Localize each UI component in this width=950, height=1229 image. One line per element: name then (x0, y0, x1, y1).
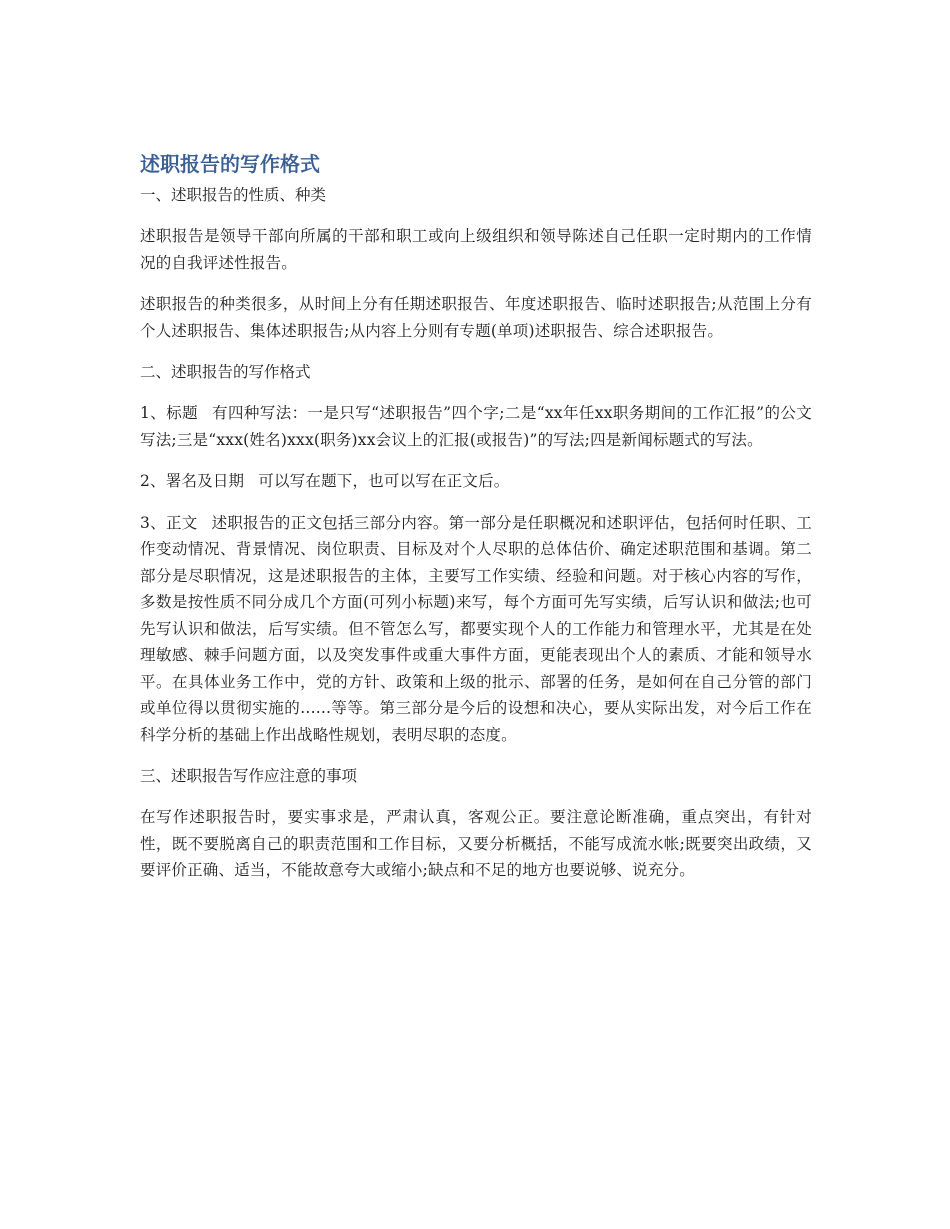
section-heading-3: 三、述职报告写作应注意的事项 (140, 767, 358, 785)
item-term: 2、署名及日期 (140, 472, 245, 490)
section-heading-1: 一、述职报告的性质、种类 (140, 186, 327, 204)
item-signature-date (140, 468, 812, 495)
item-term: 3、正文 (140, 513, 198, 532)
paragraph-notes: 在写作述职报告时，要实事求是，严肃认真，客观公正。要注意论断准确，重点突出，有针对性，既不要脱离自己的职责范围和工作目标，又要分析概括，不能写成流水帐;既要突出政绩，又要评价正确、适当，不能故意夸大或缩小;缺点和不足的地方也要说够、说充分。 (140, 808, 812, 879)
section-heading-2: 二、述职报告的写作格式 (140, 363, 311, 381)
item-body-text (140, 510, 812, 749)
item-text: 述职报告的正文包括三部分内容。第一部分是任职概况和述职评估，包括何时任职、工作变动情况、背景情况、岗位职责、目标及对个人尽职的总体估价、确定述职范围和基调。第二部分是尽职情况，这是述职报告的主体，主要写工作实绩、经验和问题。对于核心内容的写作，多数是按性质不同分成几个方面(可列小标题)来写，每个方面可先写实绩，后写认识和做法;也可先写认识和做法，后写实绩。但不管怎么写，都要实现个人的工作能力和管理水平，尤其是在处理敏感、棘手问题方面，以及突发事件或重大事件方面，更能表现出个人的素质、才能和领导水平。在具体业务工作中，党的方针、政策和上级的批示、部署的任务，是如何在自己分管的部门或单位得以贯彻实施的......等等。第三部分是今后的设想和决心，要从实际出发，对今后工作在科学分析的基础上作出战略性规划，表明尽职的态度。 (140, 513, 812, 744)
item-text: 有四种写法：一是只写“述职报告”四个字;二是“xx年任xx职务期间的工作汇报”的公文写法;三是“xxx(姓名)xxx(职务)xx会议上的汇报(或报告)”的写法;四是新闻标题式的写法。 (140, 404, 812, 449)
item-text: 可以写在题下，也可以写在正文后。 (258, 472, 510, 490)
paragraph-types: 述职报告的种类很多，从时间上分有任期述职报告、年度述职报告、临时述职报告;从范围上分有个人述职报告、集体述职报告;从内容上分则有专题(单项)述职报告、综合述职报告。 (140, 295, 812, 340)
item-term: 1、标题 (140, 404, 199, 422)
document-page (140, 150, 812, 899)
paragraph-nature: 述职报告是领导干部向所属的干部和职工或向上级组织和领导陈述自己任职一定时期内的工作情况的自我评述性报告。 (140, 227, 812, 272)
item-title-format (140, 400, 812, 453)
document-title: 述职报告的写作格式 (140, 152, 320, 176)
